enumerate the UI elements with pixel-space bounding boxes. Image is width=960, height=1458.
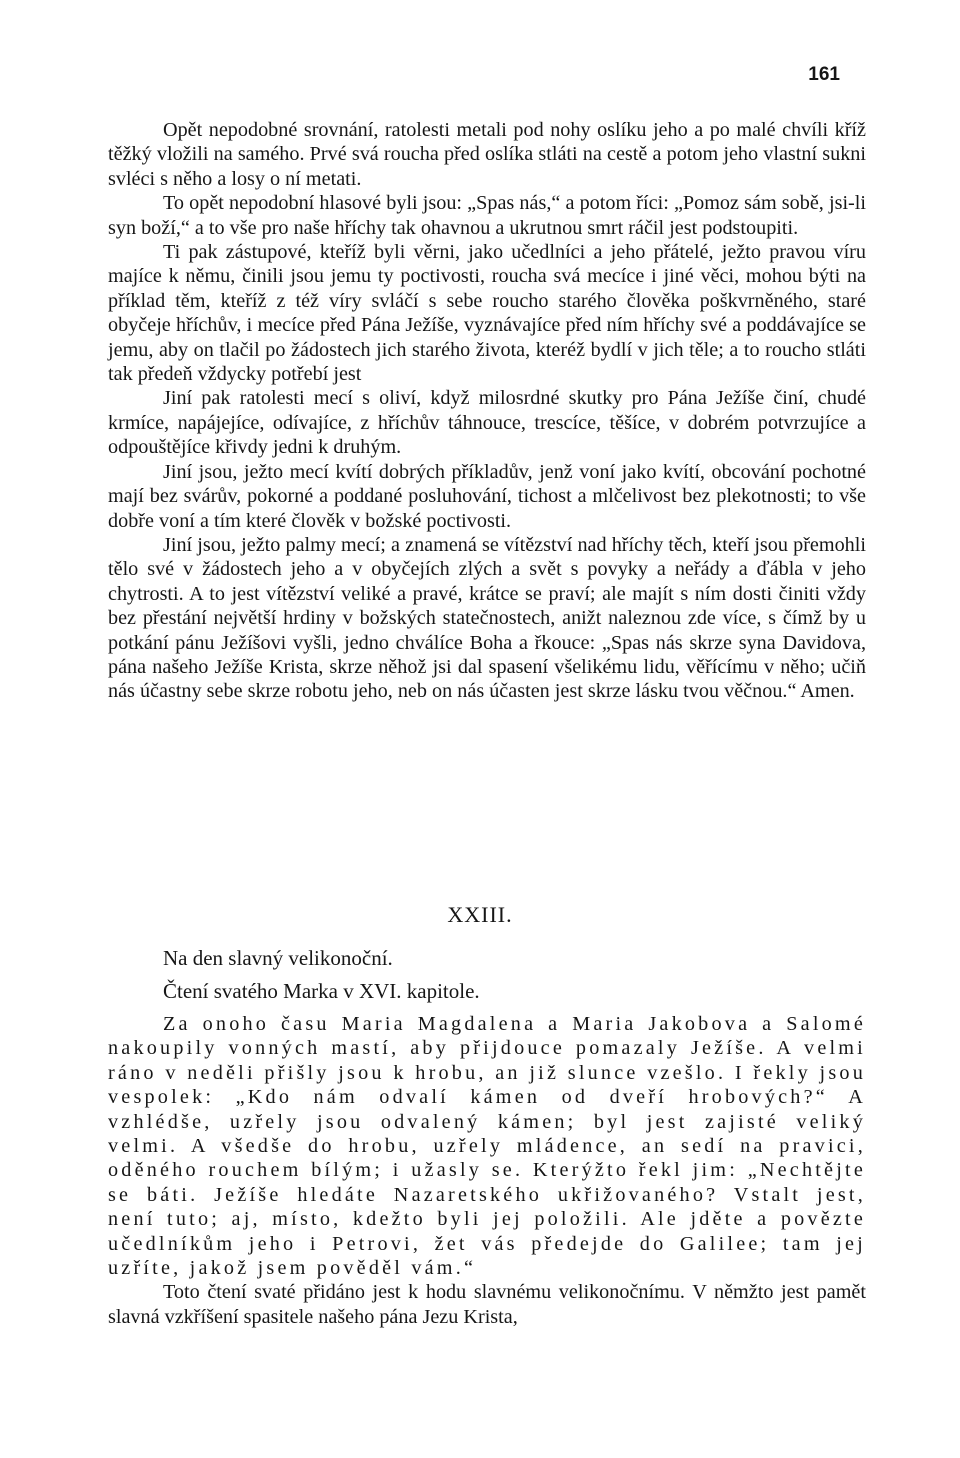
gospel-paragraph: Za onoho času Maria Magdalena a Maria Jakobova a Salomé nakoupily vonných mastí, aby přijdouce pomazaly Ježíše. A velmi ráno v neděli přišly jsou k hrobu, an již slunce vzešlo. I řekly jsou vespolek: „Kdo nám odvalí kámen od dveří hrobových?“ A vzhlédše, uzřely jsou odvalený kámen; byl jest zajisté veliký velmi. A všedše do hrobu, uzřely mládence, an sedí na pravici, oděného rouchem bílým; i užasly se. Kterýžto řekl jim: „Nechtějte se báti. Ježíše hledáte Nazaretského ukřižovaného? Vstalt jest, není tuto; aj, místo, kdežto byli jej položili. Ale jděte a povězte učedlníkům jeho i Petrovi, žet vás předejde do Galilee; tam jej uzříte, jakož jsem pověděl vám.“: [108, 1013, 866, 1280]
chapter-title: Na den slavný velikonoční.: [163, 946, 393, 970]
paragraph: Opět nepodobné srovnání, ratolesti metali pod nohy oslíku jeho a po malé chvíli kříž těžký vložili na samého. Prvé svá roucha před oslíka stláti na cestě a potom jeho vlastní sukni svléci s něho a losy o ní metati.: [108, 119, 866, 190]
paragraph: Jiní jsou, ježto palmy mecí; a znamená se vítězství nad hříchy těch, kteří jsou přemohli tělo své v žádostech jeho a v obyčejích zlých a svět s povyky a neřády a ďábla v jeho chytrosti. A to jest vítězství veliké a pravé, krátce se praví; ale majít s ním dosti činiti vždy bez přestání největší hrdiny v božských statečnostech, anižt naleznou zde více, s čímž by u potkání pánu Ježíšovi vyšli, jedno chválíce Boha a řkouce: „Spas nás skrze syna Davidova, pána našeho Ježíše Krista, skrze něhož jsi dal spasení všelikému lidu, věřícímu v něho; učiň nás účastny sebe skrze robotu jeho, neb on nás účasten jest skrze lásku tvou věčnou.“ Amen.: [108, 533, 866, 703]
paragraph: To opět nepodobní hlasové byli jsou: „Spas nás,“ a potom říci: „Pomoz sám sobě, jsi-li syn boží,“ a to vše pro naše hříchy tak ohavnou a ukrutnou smrt ráčil jest podstoupiti.: [108, 192, 866, 239]
gospel-text: [108, 1012, 866, 1329]
paragraph: Toto čtení svaté přidáno jest k hodu slavnému velikonočnímu. V němžto jest pamět slavná vzkříšení spasitele našeho pána Jezu Krista,: [108, 1281, 866, 1328]
chapter-numeral: XXIII.: [447, 902, 513, 927]
reading-title: Čtení svatého Marka v XVI. kapitole.: [163, 979, 480, 1003]
paragraph: Jiní pak ratolesti mecí s oliví, když milosrdné skutky pro Pána Ježíše činí, chudé krmíce, napájejíce, odívajíce, z hříchův táhnouce, trescíce, těšíce, v dobrém potvrzujíce a odpouštějíce křivdy jedni k druhým.: [108, 387, 866, 459]
page-number: 161: [808, 64, 840, 85]
paragraph: Ti pak zástupové, kteříž byli věrni, jako učedlníci a jeho přátelé, ježto pravou víru majíce k němu, činili jsou jemu ty poctivosti, roucha svá mecíce i jiné věci, mohou býti na příklad těm, kteříž z též víry svláčí s sebe roucho starého člověka poškvrněného, staré obyčeje hříchův, i mecíce před Pána Ježíše, vyznávajíce před ním hříchy své a poddávajíce se jemu, aby on tlačil po žádostech jich starého života, kteréž bydlí v jich těle; a to roucho stláti tak předeň vždycky potřebí jest: [108, 241, 866, 386]
paragraph: Jiní jsou, ježto mecí kvítí dobrých příkladův, jenž voní jako kvítí, obcování pochotné mají bez svárův, pokorné a poddané posluhování, tichost a mlčelivost bez plekotnosti; to vše dobře voní a tím které člověk v božské poctivosti.: [108, 460, 866, 532]
main-text: [108, 118, 866, 704]
